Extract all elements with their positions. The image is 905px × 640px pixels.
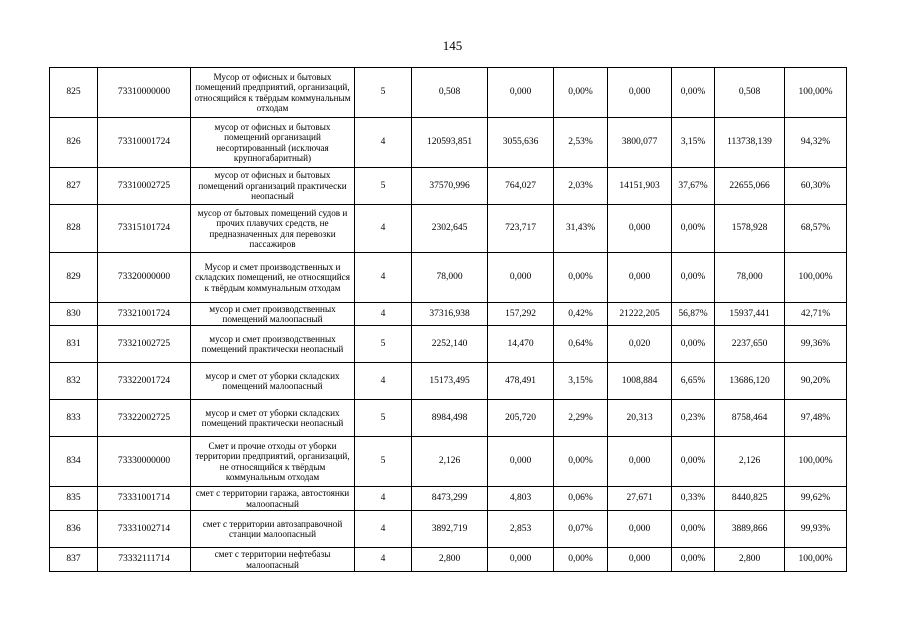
row-number-cell: 830 <box>50 303 98 326</box>
percent-remaining-cell: 99,93% <box>785 511 847 548</box>
percent-remaining-cell: 100,00% <box>785 253 847 303</box>
value-used-cell: 478,491 <box>488 363 554 400</box>
percent-used-cell: 0,07% <box>554 511 608 548</box>
row-number-cell: 829 <box>50 253 98 303</box>
percent-neutralized-cell: 0,00% <box>672 548 715 572</box>
waste-code-cell: 73322001724 <box>98 363 191 400</box>
table-row <box>50 118 847 168</box>
row-number-cell: 836 <box>50 511 98 548</box>
hazard-class-cell: 5 <box>355 326 412 363</box>
value-total-cell: 8473,299 <box>412 487 488 511</box>
row-number-cell: 833 <box>50 400 98 437</box>
hazard-class-cell: 5 <box>355 168 412 205</box>
waste-code-cell: 73321002725 <box>98 326 191 363</box>
hazard-class-cell: 4 <box>355 487 412 511</box>
hazard-class-cell: 5 <box>355 400 412 437</box>
waste-code-cell: 73315101724 <box>98 205 191 253</box>
row-number-cell: 832 <box>50 363 98 400</box>
hazard-class-cell: 4 <box>355 253 412 303</box>
waste-name-cell: мусор и смет производственных помещений практически неопасный <box>191 326 355 363</box>
value-total-cell: 37570,996 <box>412 168 488 205</box>
value-total-cell: 2,126 <box>412 437 488 487</box>
percent-used-cell: 2,29% <box>554 400 608 437</box>
hazard-class-cell: 5 <box>355 437 412 487</box>
value-neutralized-cell: 0,000 <box>608 548 672 572</box>
percent-used-cell: 2,03% <box>554 168 608 205</box>
value-remaining-cell: 1578,928 <box>715 205 785 253</box>
table-row <box>50 68 847 118</box>
value-neutralized-cell: 0,000 <box>608 205 672 253</box>
table-row <box>50 437 847 487</box>
waste-name-cell: мусор от бытовых помещений судов и прочих плавучих средств, не предназначенных для перевозки пассажиров <box>191 205 355 253</box>
value-remaining-cell: 13686,120 <box>715 363 785 400</box>
waste-name-cell: мусор от офисных и бытовых помещений организаций практически неопасный <box>191 168 355 205</box>
percent-neutralized-cell: 56,87% <box>672 303 715 326</box>
waste-name-cell: Мусор от офисных и бытовых помещений предприятий, организаций, относящийся к твёрдым коммунальным отходам <box>191 68 355 118</box>
waste-name-cell: мусор и смет от уборки складских помещений малоопасный <box>191 363 355 400</box>
value-used-cell: 0,000 <box>488 253 554 303</box>
percent-remaining-cell: 99,36% <box>785 326 847 363</box>
value-used-cell: 3055,636 <box>488 118 554 168</box>
value-remaining-cell: 8758,464 <box>715 400 785 437</box>
percent-remaining-cell: 99,62% <box>785 487 847 511</box>
value-used-cell: 723,717 <box>488 205 554 253</box>
value-neutralized-cell: 20,313 <box>608 400 672 437</box>
percent-remaining-cell: 100,00% <box>785 68 847 118</box>
value-remaining-cell: 15937,441 <box>715 303 785 326</box>
value-remaining-cell: 2,800 <box>715 548 785 572</box>
percent-used-cell: 0,06% <box>554 487 608 511</box>
hazard-class-cell: 4 <box>355 205 412 253</box>
table-row <box>50 511 847 548</box>
value-total-cell: 2302,645 <box>412 205 488 253</box>
percent-used-cell: 0,64% <box>554 326 608 363</box>
percent-remaining-cell: 90,20% <box>785 363 847 400</box>
percent-remaining-cell: 94,32% <box>785 118 847 168</box>
waste-name-cell: мусор и смет производственных помещений малоопасный <box>191 303 355 326</box>
waste-name-cell: мусор и смет от уборки складских помещений практически неопасный <box>191 400 355 437</box>
row-number-cell: 828 <box>50 205 98 253</box>
percent-neutralized-cell: 6,65% <box>672 363 715 400</box>
value-neutralized-cell: 0,000 <box>608 68 672 118</box>
percent-used-cell: 31,43% <box>554 205 608 253</box>
table-row <box>50 168 847 205</box>
value-remaining-cell: 78,000 <box>715 253 785 303</box>
value-used-cell: 0,000 <box>488 437 554 487</box>
waste-name-cell: смет с территории нефтебазы малоопасный <box>191 548 355 572</box>
value-used-cell: 0,000 <box>488 68 554 118</box>
percent-used-cell: 2,53% <box>554 118 608 168</box>
value-neutralized-cell: 27,671 <box>608 487 672 511</box>
value-remaining-cell: 113738,139 <box>715 118 785 168</box>
percent-used-cell: 3,15% <box>554 363 608 400</box>
value-used-cell: 4,803 <box>488 487 554 511</box>
percent-neutralized-cell: 0,00% <box>672 437 715 487</box>
percent-neutralized-cell: 0,00% <box>672 511 715 548</box>
percent-used-cell: 0,42% <box>554 303 608 326</box>
value-remaining-cell: 22655,066 <box>715 168 785 205</box>
waste-code-cell: 73330000000 <box>98 437 191 487</box>
value-used-cell: 14,470 <box>488 326 554 363</box>
waste-code-cell: 73310001724 <box>98 118 191 168</box>
waste-code-cell: 73320000000 <box>98 253 191 303</box>
value-total-cell: 15173,495 <box>412 363 488 400</box>
value-neutralized-cell: 0,020 <box>608 326 672 363</box>
table-row <box>50 326 847 363</box>
waste-code-cell: 73310000000 <box>98 68 191 118</box>
value-used-cell: 0,000 <box>488 548 554 572</box>
value-total-cell: 8984,498 <box>412 400 488 437</box>
value-used-cell: 157,292 <box>488 303 554 326</box>
percent-used-cell: 0,00% <box>554 437 608 487</box>
value-remaining-cell: 0,508 <box>715 68 785 118</box>
waste-code-cell: 73321001724 <box>98 303 191 326</box>
table-row <box>50 363 847 400</box>
percent-neutralized-cell: 0,23% <box>672 400 715 437</box>
row-number-cell: 827 <box>50 168 98 205</box>
waste-code-cell: 73322002725 <box>98 400 191 437</box>
value-total-cell: 0,508 <box>412 68 488 118</box>
row-number-cell: 834 <box>50 437 98 487</box>
hazard-class-cell: 4 <box>355 303 412 326</box>
waste-code-cell: 73331001714 <box>98 487 191 511</box>
hazard-class-cell: 4 <box>355 363 412 400</box>
percent-remaining-cell: 100,00% <box>785 437 847 487</box>
table-row <box>50 303 847 326</box>
hazard-class-cell: 4 <box>355 548 412 572</box>
value-remaining-cell: 8440,825 <box>715 487 785 511</box>
percent-used-cell: 0,00% <box>554 68 608 118</box>
value-used-cell: 764,027 <box>488 168 554 205</box>
percent-remaining-cell: 60,30% <box>785 168 847 205</box>
value-neutralized-cell: 21222,205 <box>608 303 672 326</box>
value-neutralized-cell: 3800,077 <box>608 118 672 168</box>
percent-remaining-cell: 68,57% <box>785 205 847 253</box>
row-number-cell: 835 <box>50 487 98 511</box>
percent-neutralized-cell: 37,67% <box>672 168 715 205</box>
percent-neutralized-cell: 0,00% <box>672 68 715 118</box>
value-used-cell: 205,720 <box>488 400 554 437</box>
waste-name-cell: Мусор и смет производственных и складских помещений, не относящийся к твёрдым коммунальным отходам <box>191 253 355 303</box>
percent-neutralized-cell: 0,00% <box>672 326 715 363</box>
row-number-cell: 837 <box>50 548 98 572</box>
hazard-class-cell: 4 <box>355 118 412 168</box>
waste-name-cell: мусор от офисных и бытовых помещений организаций несортированный (исключая крупногабаритный) <box>191 118 355 168</box>
value-total-cell: 78,000 <box>412 253 488 303</box>
row-number-cell: 826 <box>50 118 98 168</box>
value-neutralized-cell: 0,000 <box>608 511 672 548</box>
value-remaining-cell: 2237,650 <box>715 326 785 363</box>
value-remaining-cell: 3889,866 <box>715 511 785 548</box>
value-neutralized-cell: 0,000 <box>608 253 672 303</box>
percent-neutralized-cell: 0,33% <box>672 487 715 511</box>
waste-name-cell: Смет и прочие отходы от уборки территории предприятий, организаций, не относящийся к твёрдым коммунальным отходам <box>191 437 355 487</box>
table-row <box>50 487 847 511</box>
percent-neutralized-cell: 3,15% <box>672 118 715 168</box>
percent-used-cell: 0,00% <box>554 253 608 303</box>
table-row <box>50 548 847 572</box>
value-neutralized-cell: 1008,884 <box>608 363 672 400</box>
percent-remaining-cell: 97,48% <box>785 400 847 437</box>
table-row <box>50 400 847 437</box>
value-total-cell: 120593,851 <box>412 118 488 168</box>
waste-code-cell: 73310002725 <box>98 168 191 205</box>
percent-remaining-cell: 100,00% <box>785 548 847 572</box>
value-total-cell: 3892,719 <box>412 511 488 548</box>
value-total-cell: 2,800 <box>412 548 488 572</box>
percent-neutralized-cell: 0,00% <box>672 205 715 253</box>
waste-code-cell: 73331002714 <box>98 511 191 548</box>
value-used-cell: 2,853 <box>488 511 554 548</box>
value-remaining-cell: 2,126 <box>715 437 785 487</box>
waste-name-cell: смет с территории автозаправочной станции малоопасный <box>191 511 355 548</box>
value-neutralized-cell: 0,000 <box>608 437 672 487</box>
percent-neutralized-cell: 0,00% <box>672 253 715 303</box>
row-number-cell: 831 <box>50 326 98 363</box>
hazard-class-cell: 4 <box>355 511 412 548</box>
waste-name-cell: смет с территории гаража, автостоянки малоопасный <box>191 487 355 511</box>
waste-table <box>49 67 847 572</box>
page-number: 145 <box>442 38 463 53</box>
row-number-cell: 825 <box>50 68 98 118</box>
hazard-class-cell: 5 <box>355 68 412 118</box>
value-total-cell: 37316,938 <box>412 303 488 326</box>
table-row <box>50 253 847 303</box>
table-row <box>50 205 847 253</box>
value-total-cell: 2252,140 <box>412 326 488 363</box>
waste-code-cell: 73332111714 <box>98 548 191 572</box>
percent-used-cell: 0,00% <box>554 548 608 572</box>
percent-remaining-cell: 42,71% <box>785 303 847 326</box>
value-neutralized-cell: 14151,903 <box>608 168 672 205</box>
